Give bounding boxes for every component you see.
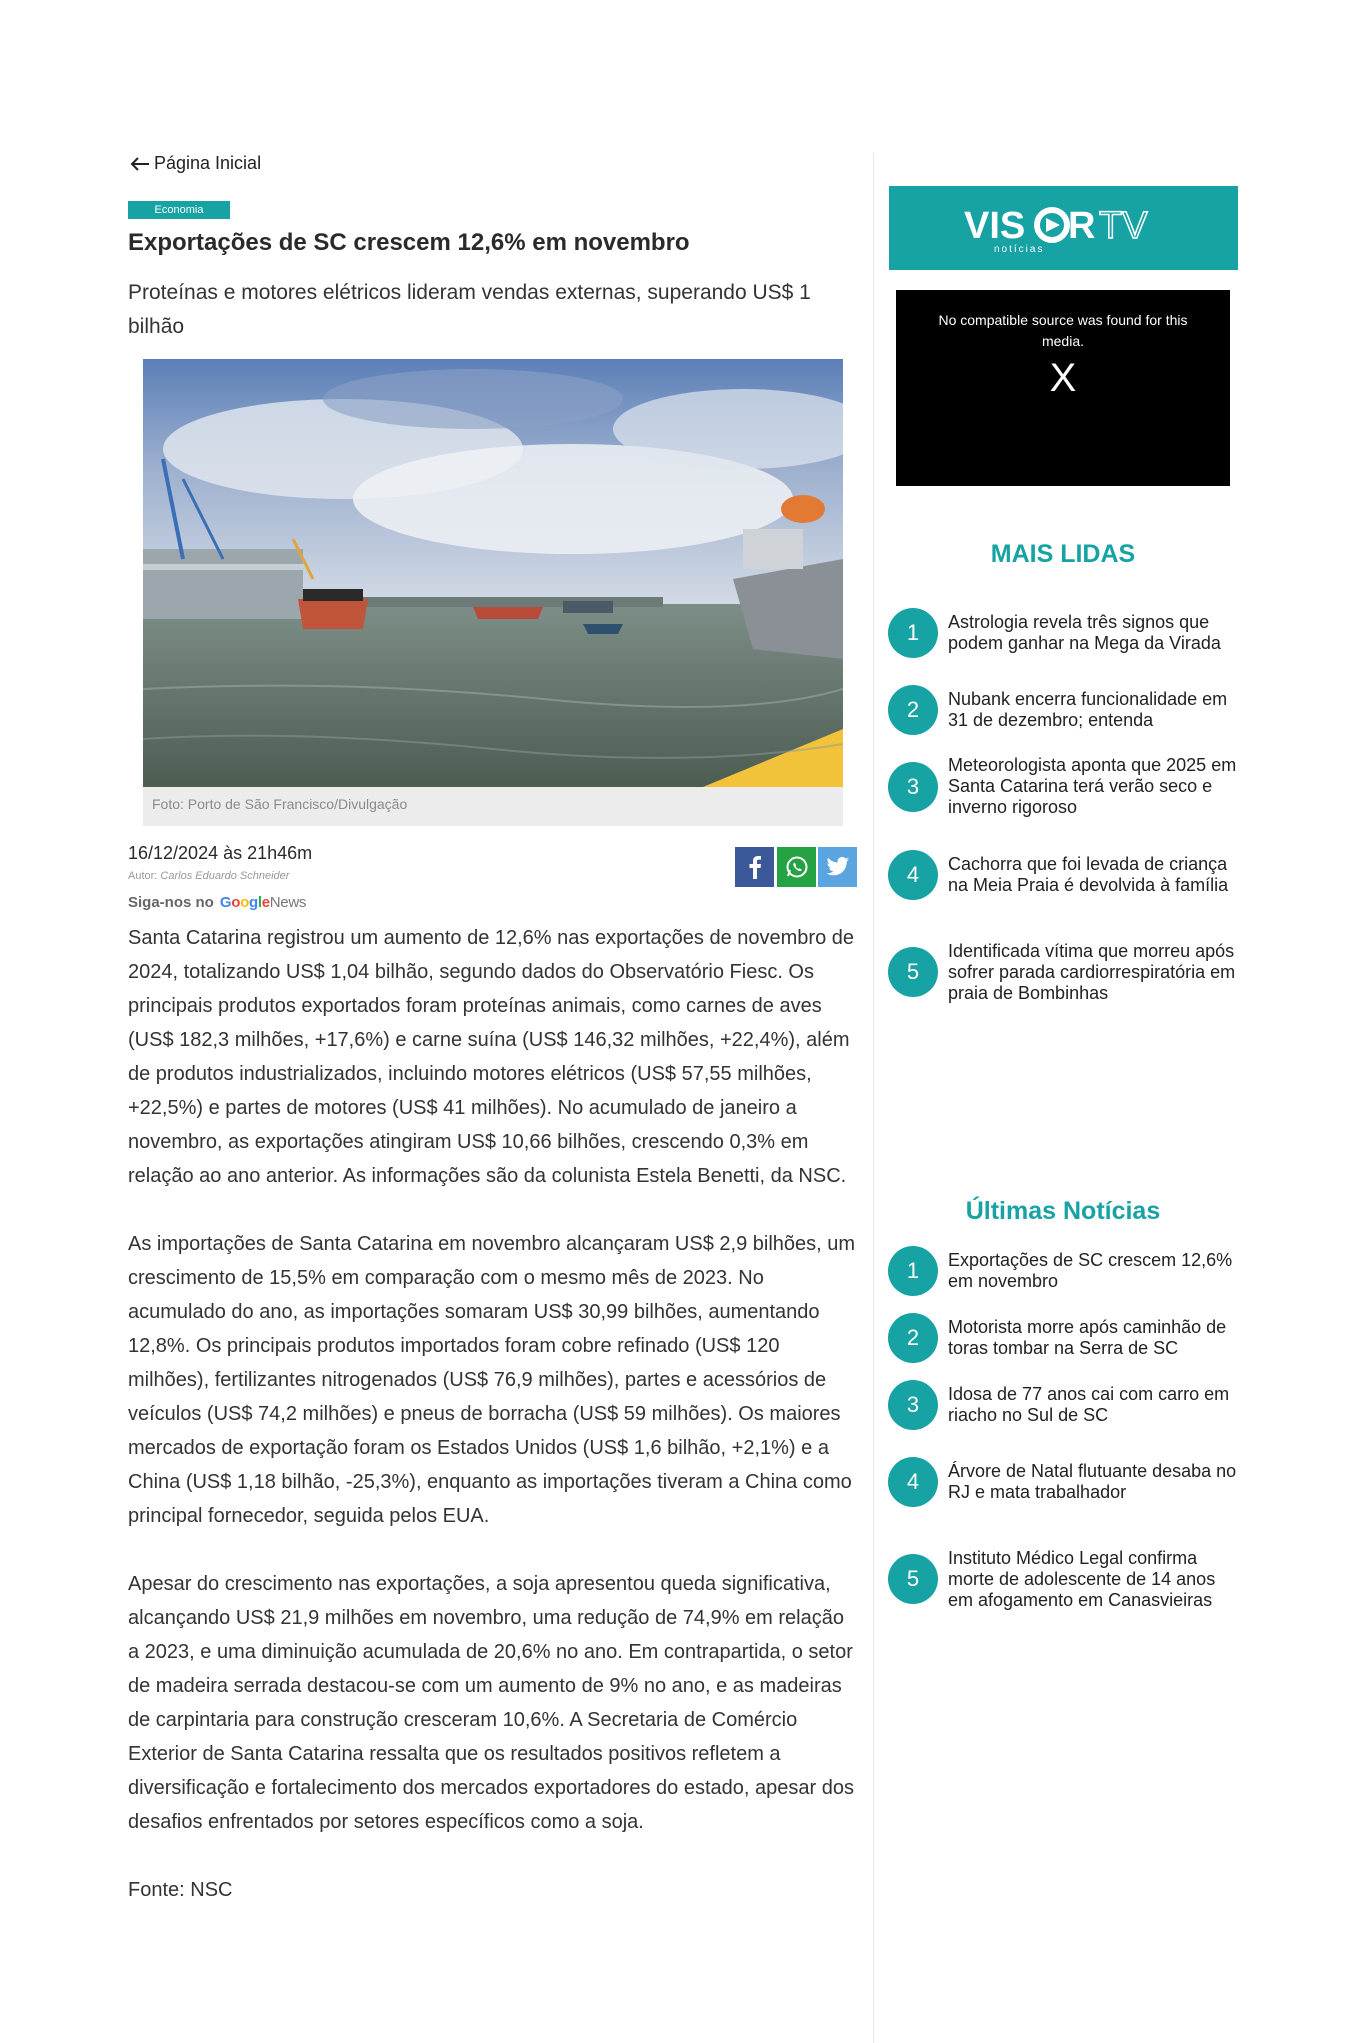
share-twitter-button[interactable] [818, 847, 857, 887]
article-subtitle: Proteínas e motores elétricos lideram vendas externas, superando US$ 1 bilhão [128, 281, 811, 338]
rank-headline: Instituto Médico Legal confirma morte de adolescente de 14 anos em afogamento em Canasvieiras [948, 1547, 1216, 1610]
rank-headline: Nubank encerra funcionalidade em 31 de dezembro; entenda [948, 689, 1228, 730]
article-source: Fonte: NSC [128, 1879, 233, 1901]
ultimas-item[interactable] [888, 1447, 1238, 1516]
mais-lidas-item[interactable] [888, 927, 1238, 1017]
mais-lidas-item[interactable] [888, 685, 1238, 735]
rank-headline: Meteorologista aponta que 2025 em Santa Catarina terá verão seco e inverno rigoroso [948, 755, 1237, 817]
follow-label: Siga-nos no [128, 894, 214, 911]
visor-tv-logo[interactable] [889, 186, 1238, 270]
svg-text:notícias: notícias [993, 244, 1044, 255]
mais-lidas-item[interactable] [888, 598, 1238, 667]
rank-headline: Idosa de 77 anos cai com carro em riacho no Sul de SC [948, 1384, 1230, 1425]
ultimas-item[interactable] [888, 1246, 1238, 1296]
rank-number: 2 [888, 1313, 938, 1363]
google-news-follow[interactable] [128, 894, 306, 911]
author-label: Autor: [128, 870, 158, 882]
article-body [128, 921, 860, 1941]
rank-number: 5 [888, 1554, 938, 1604]
facebook-icon [748, 855, 762, 879]
video-player[interactable] [896, 290, 1230, 486]
rank-headline: Astrologia revela três signos que podem ganhar na Mega da Virada [948, 611, 1221, 653]
rank-number: 3 [888, 762, 938, 812]
video-close-button[interactable]: X [1049, 356, 1077, 400]
rank-headline: Árvore de Natal flutuante desaba no RJ e mata trabalhador [948, 1460, 1237, 1502]
article-paragraph: Santa Catarina registrou um aumento de 12,6% nas exportações de novembro de 2024, totalizando US$ 1,04 bilhão, segundo dados do Observatório Fiesc. Os principais produtos exportados foram proteínas animais, como carnes de aves (US$ 182,3 milhões, +17,6%) e carne suína (US$ 146,32 milhões, +22,4%), além de produtos industrializados, incluindo motores elétricos (US$ 57,55 milhões, +22,5%) e partes de motores (US$ 41 milhões). No acumulado de janeiro a novembro, as exportações atingiram US$ 10,66 bilhões, crescendo 0,3% em relação ao ano anterior. As informações são da colunista Estela Benetti, da NSC. [128, 927, 854, 1187]
rank-headline: Identificada vítima que morreu após sofrer parada cardiorrespiratória em praia de Bombinhas [948, 940, 1236, 1003]
article-figure [143, 359, 843, 826]
svg-text:VIS: VIS [963, 205, 1025, 247]
svg-text:R: R [1067, 205, 1095, 247]
mais-lidas-item[interactable] [888, 840, 1238, 909]
google-news-logo: GoogleNews [219, 894, 307, 911]
share-facebook-button[interactable] [735, 847, 774, 887]
publish-date: 16/12/2024 às 21h46m [128, 843, 313, 863]
rank-headline: Exportações de SC crescem 12,6% em novembro [948, 1250, 1233, 1291]
ultimas-item[interactable] [888, 1534, 1238, 1624]
whatsapp-icon [785, 855, 809, 879]
video-error-message: No compatible source was found for this media. [938, 312, 1188, 349]
ultimas-item[interactable] [888, 1380, 1238, 1430]
author-line [128, 870, 289, 882]
mais-lidas-item[interactable] [888, 752, 1238, 821]
column-divider [873, 153, 874, 2043]
category-badge[interactable]: Economia [128, 201, 230, 219]
arrow-left-icon [130, 157, 150, 171]
rank-number: 1 [888, 608, 938, 658]
rank-number: 3 [888, 1380, 938, 1430]
twitter-icon [826, 857, 850, 877]
rank-number: 5 [888, 947, 938, 997]
article-photo [143, 359, 843, 787]
article-paragraph: As importações de Santa Catarina em novembro alcançaram US$ 2,9 bilhões, um crescimento de 15,5% em comparação com o mesmo mês de 2023. No acumulado do ano, as importações somaram US$ 30,99 bilhões, aumentando 12,8%. Os principais produtos importados foram cobre refinado (US$ 120 milhões), fertilizantes nitrogenados (US$ 76,9 milhões), partes e acessórios de veículos (US$ 74,2 milhões) e pneus de borracha (US$ 59 milhões). Os maiores mercados de exportação foram os Estados Unidos (US$ 1,6 bilhão, +2,1%) e a China (US$ 1,18 bilhão, -25,3%), enquanto as importações tiveram a China como principal fornecedor, seguida pelos EUA. [128, 1233, 856, 1527]
rank-number: 4 [888, 850, 938, 900]
ultimas-item[interactable] [888, 1313, 1238, 1363]
share-whatsapp-button[interactable] [777, 847, 816, 887]
back-home-label: Página Inicial [154, 153, 262, 173]
image-caption: Foto: Porto de São Francisco/Divulgação [152, 796, 408, 812]
article-title: Exportações de SC crescem 12,6% em novembro [128, 229, 690, 256]
rank-headline: Motorista morre após caminhão de toras tombar na Serra de SC [948, 1317, 1227, 1358]
ultimas-noticias-title: Últimas Notícias [965, 1197, 1161, 1225]
back-home-link[interactable] [130, 153, 261, 174]
svg-text:TV: TV [1098, 205, 1148, 247]
rank-headline: Cachorra que foi levada de criança na Meia Praia é devolvida à família [948, 853, 1229, 895]
author-name: Carlos Eduardo Schneider [160, 870, 290, 882]
rank-number: 4 [888, 1457, 938, 1507]
article-paragraph: Apesar do crescimento nas exportações, a soja apresentou queda significativa, alcançando US$ 21,9 milhões em novembro, uma redução de 74,9% em relação a 2023, e uma diminuição acumulada de 20,6% no ano. Em contrapartida, o setor de madeira serrada destacou-se com um aumento de 9% no ano, e as madeiras de carpintaria para construção cresceram 10,6%. A Secretaria de Comércio Exterior de Santa Catarina ressalta que os resultados positivos refletem a diversificação e fortalecimento dos mercados exportadores do estado, apesar dos desafios enfrentados por setores específicos como a soja. [128, 1573, 854, 1833]
mais-lidas-title: MAIS LIDAS [990, 540, 1136, 568]
rank-number: 1 [888, 1246, 938, 1296]
rank-number: 2 [888, 685, 938, 735]
